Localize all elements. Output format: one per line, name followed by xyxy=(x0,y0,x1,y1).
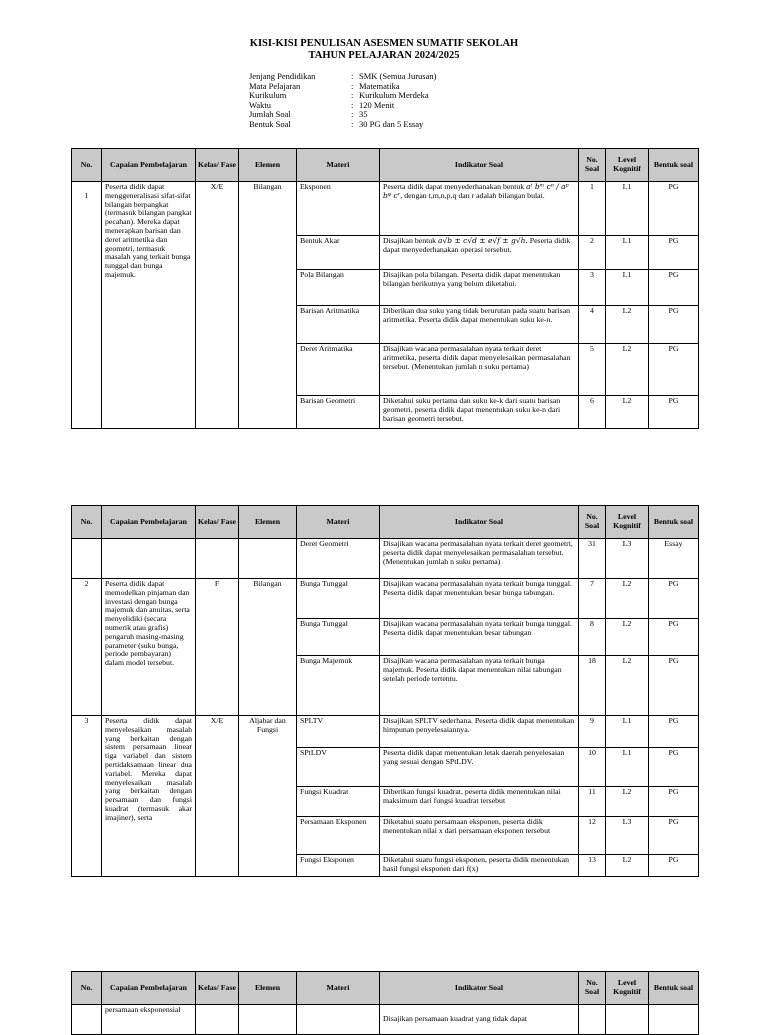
metadata-block xyxy=(249,72,436,129)
cell-level: L3 xyxy=(606,817,649,855)
cell-level: L2 xyxy=(606,306,649,344)
cell-bentuk: Essay xyxy=(649,539,699,579)
cell-no-soal xyxy=(579,1005,606,1035)
cell-indikator: Diberikan fungsi kuadrat, peserta didik menentukan nilai maksimum dari fungsi kuadrat tersebut xyxy=(380,787,579,817)
cell-elemen xyxy=(239,1005,297,1035)
header-bentuk: Bentuk soal xyxy=(649,972,699,1005)
cell-level: L1 xyxy=(606,716,649,748)
cell-level: L1 xyxy=(606,748,649,787)
header-no: No. xyxy=(72,506,102,539)
cell-materi: Deret Aritmatika xyxy=(297,344,380,396)
header-no: No. xyxy=(72,149,102,182)
kisi-table-2 xyxy=(71,505,699,877)
cell-indikator: Diketahui suku pertama dan suku ke-k dari suatu barisan geometri, peserta didik dapat menentukan suku ke-n dari barisan geometri tersebut. xyxy=(380,396,579,429)
cell-no-soal: 18 xyxy=(579,656,606,716)
header-capaian: Capaian Pembelajaran xyxy=(102,149,196,182)
header-kelas: Kelas/ Fase xyxy=(196,149,239,182)
cell-level: L2 xyxy=(606,579,649,619)
cell-materi: Fungsi Eksponen xyxy=(297,855,380,877)
cell-bentuk: PG xyxy=(649,748,699,787)
cell-no-soal: 7 xyxy=(579,579,606,619)
meta-row: Jumlah Soal : 35 xyxy=(249,109,368,119)
cell-indikator: Disajikan wacana permasalahan nyata terkait bunga majemuk. Peserta didik dapat menentukan nilai tabungan setelah periode tertentu. xyxy=(380,656,579,716)
header-materi: Materi xyxy=(297,972,380,1005)
table-row xyxy=(72,716,699,748)
header-no: No. xyxy=(72,972,102,1005)
cell-level: L3 xyxy=(606,539,649,579)
meta-label: Bentuk Soal xyxy=(249,118,291,129)
cell-materi: Barisan Geometri xyxy=(297,396,380,429)
header-indikator: Indikator Soal xyxy=(380,972,579,1005)
table-header-row xyxy=(72,149,699,182)
cell-level xyxy=(606,1005,649,1035)
table-row xyxy=(72,539,699,579)
title-line-2: TAHUN PELAJARAN 2024/2025 xyxy=(308,50,460,61)
cell-materi: Bunga Tunggal xyxy=(297,579,380,619)
cell-bentuk: PG xyxy=(649,716,699,748)
cell-indikator: Disajikan SPLTV sederhana. Peserta didik dapat menentukan himpunan penyelesaiannya. xyxy=(380,716,579,748)
cell-indikator: Disajikan persamaan kuadrat yang tidak dapat xyxy=(380,1005,579,1035)
cell-level: L1 xyxy=(606,182,649,236)
cell-materi: Fungsi Kuadrat xyxy=(297,787,380,817)
header-elemen: Elemen xyxy=(239,506,297,539)
cell-level: L1 xyxy=(606,270,649,306)
cell-bentuk: PG xyxy=(649,306,699,344)
cell-no-soal: 8 xyxy=(579,619,606,656)
cell-no-soal: 1 xyxy=(579,182,606,236)
meta-value: 35 xyxy=(359,109,368,119)
meta-value: 120 Menit xyxy=(359,99,395,110)
header-indikator: Indikator Soal xyxy=(380,506,579,539)
meta-row: Mata Pelajaran : Matematika xyxy=(249,80,400,91)
cell-no: 3 xyxy=(72,716,102,877)
kisi-table-3 xyxy=(71,971,699,1035)
header-elemen: Elemen xyxy=(239,972,297,1005)
cell-indikator: Diketahui suatu fungsi eksponen, peserta didik menentukan hasil fungsi eksponen dari f(x) xyxy=(380,855,579,877)
cell-no-soal: 12 xyxy=(579,817,606,855)
cell-no-soal: 4 xyxy=(579,306,606,344)
cell-kelas xyxy=(196,539,239,579)
cell-indikator: Disajikan pola bilangan. Peserta didik dapat menentukan bilangan berikutnya yang belum diketahui. xyxy=(380,270,579,306)
cell-bentuk: PG xyxy=(649,656,699,716)
cell-capaian: Peserta didik dapat menyelesaikan masalah yang berkaitan dengan sistem persamaan linear tiga variabel dan sistem pertidaksamaan linear dua variabel. Mereka dapat menyelesaikan masalah yang berkaitan dengan persamaan dan fungsi kuadrat (termasuk akar imajiner), serta xyxy=(102,716,196,877)
header-bentuk: Bentuk soal xyxy=(649,149,699,182)
cell-kelas xyxy=(196,1005,239,1035)
header-level: Level Kognitif xyxy=(606,149,649,182)
cell-bentuk: PG xyxy=(649,396,699,429)
header-capaian: Capaian Pembelajaran xyxy=(102,506,196,539)
cell-bentuk: PG xyxy=(649,182,699,236)
cell-no xyxy=(72,539,102,579)
header-no-soal: No. Soal xyxy=(579,506,606,539)
meta-value: 30 PG dan 5 Essay xyxy=(359,118,424,129)
cell-indikator: Peserta didik dapat menentukan letak daerah penyelesaian yang sesuai dengan SPtLDV. xyxy=(380,748,579,787)
cell-level: L1 xyxy=(606,236,649,270)
table-header-row xyxy=(72,506,699,539)
header-materi: Materi xyxy=(297,149,380,182)
header-bentuk: Bentuk soal xyxy=(649,506,699,539)
cell-kelas: F xyxy=(196,579,239,716)
cell-kelas: X/E xyxy=(196,182,239,429)
table-row xyxy=(72,1005,699,1035)
cell-indikator: Diberikan dua suku yang tidak berurutan pada suatu barisan aritmetika. Peserta didik dapat menentukan suku ke-n. xyxy=(380,306,579,344)
kisi-table-1 xyxy=(71,148,699,429)
cell-bentuk: PG xyxy=(649,270,699,306)
cell-capaian: Peserta didik dapat memodelkan pinjaman dan investasi dengan bunga majemuk dan anuitas, serta menyelidiki (secara numerik atau grafis) pengaruh masing-masing parameter (suku bunga, periode pembayaran) dalam model tersebut. xyxy=(102,579,196,716)
cell-no: 1 xyxy=(72,182,102,429)
header-kelas: Kelas/ Fase xyxy=(196,972,239,1005)
cell-materi: Eksponen xyxy=(297,182,380,236)
table-row xyxy=(72,579,699,619)
cell-indikator: Diketahui suatu persamaan eksponen, peserta didik menentukan nilai x dari persamaan eksponen tersebut xyxy=(380,817,579,855)
meta-row: Jenjang Pendidikan : SMK (Semua Jurusan) xyxy=(249,71,437,81)
header-indikator: Indikator Soal xyxy=(380,149,579,182)
cell-materi: Barisan Aritmatika xyxy=(297,306,380,344)
cell-no-soal: 10 xyxy=(579,748,606,787)
cell-indikator: Disajikan wacana permasalahan nyata terkait bunga tunggal. Peserta didik dapat menentukan besar tabungan xyxy=(380,619,579,656)
cell-level: L2 xyxy=(606,619,649,656)
cell-level: L2 xyxy=(606,787,649,817)
cell-bentuk: PG xyxy=(649,855,699,877)
cell-kelas: X/E xyxy=(196,716,239,877)
cell-indikator: Disajikan bentuk a√b ± c√d ± e√f ± g√h. Peserta didik dapat menyederhanakan operasi tersebut. xyxy=(380,236,579,270)
cell-no xyxy=(72,1005,102,1035)
cell-no-soal: 31 xyxy=(579,539,606,579)
meta-value: Kurikulum Merdeka xyxy=(359,90,429,100)
cell-materi: Persamaan Eksponen xyxy=(297,817,380,855)
cell-no-soal: 13 xyxy=(579,855,606,877)
cell-level: L2 xyxy=(606,396,649,429)
cell-no-soal: 5 xyxy=(579,344,606,396)
title-line-1: KISI-KISI PENULISAN ASESMEN SUMATIF SEKOLAH xyxy=(249,38,519,49)
header-level: Level Kognitif xyxy=(606,506,649,539)
cell-no-soal: 6 xyxy=(579,396,606,429)
cell-materi: SPLTV xyxy=(297,716,380,748)
cell-level: L2 xyxy=(606,344,649,396)
cell-materi: SPtLDV xyxy=(297,748,380,787)
cell-capaian: persamaan eksponensial xyxy=(102,1005,196,1035)
cell-bentuk: PG xyxy=(649,787,699,817)
header-kelas: Kelas/ Fase xyxy=(196,506,239,539)
header-materi: Materi xyxy=(297,506,380,539)
cell-no-soal: 9 xyxy=(579,716,606,748)
cell-indikator: Disajikan wacana permasalahan nyata terkait bunga tunggal. Peserta didik dapat menentukan besar bunga tabungan. xyxy=(380,579,579,619)
cell-materi: Deret Geometri xyxy=(297,539,380,579)
cell-bentuk: PG xyxy=(649,344,699,396)
cell-no-soal: 11 xyxy=(579,787,606,817)
header-elemen: Elemen xyxy=(239,149,297,182)
cell-elemen: Bilangan xyxy=(239,579,297,716)
cell-no: 2 xyxy=(72,579,102,716)
meta-label: Jenjang Pendidikan xyxy=(249,71,316,81)
meta-label: Jumlah Soal xyxy=(249,109,291,119)
meta-label: Mata Pelajaran xyxy=(249,80,301,91)
math-expression: aᵗ bᵐ cⁿ / aᵖ bᵠ cʳ xyxy=(383,182,569,200)
cell-elemen: Aljabar dan Fungsi xyxy=(239,716,297,877)
cell-indikator: Peserta didik dapat menyederhanakan bentuk aᵗ bᵐ cⁿ / aᵖ bᵠ cʳ, dengan t,m,n,p,q dan r adalah bilangan bulat. xyxy=(380,182,579,236)
cell-elemen: Bilangan xyxy=(239,182,297,429)
cell-bentuk: PG xyxy=(649,619,699,656)
cell-bentuk: PG xyxy=(649,236,699,270)
cell-level: L2 xyxy=(606,855,649,877)
meta-value: SMK (Semua Jurusan) xyxy=(359,71,437,81)
math-expression: a√b ± c√d ± e√f ± g√h. xyxy=(438,236,528,245)
header-no-soal: No. Soal xyxy=(579,149,606,182)
cell-indikator: Disajikan wacana permasalahan nyata terkait deret aritmetika, peserta didik dapat menyelesaikan permasalahan tersebut. (Menentukan jumlah n suku pertama) xyxy=(380,344,579,396)
header-capaian: Capaian Pembelajaran xyxy=(102,972,196,1005)
cell-materi: Pola Bilangan xyxy=(297,270,380,306)
header-level: Level Kognitif xyxy=(606,972,649,1005)
meta-value: Matematika xyxy=(359,80,400,91)
header-no-soal: No. Soal xyxy=(579,972,606,1005)
cell-materi: Bunga Majemuk xyxy=(297,656,380,716)
meta-row: Kurikulum : Kurikulum Merdeka xyxy=(249,90,429,100)
table-row xyxy=(72,182,699,236)
cell-materi: Bentuk Akar xyxy=(297,236,380,270)
cell-no-soal: 3 xyxy=(579,270,606,306)
cell-bentuk xyxy=(649,1005,699,1035)
table-header-row xyxy=(72,972,699,1005)
meta-label: Kurikulum xyxy=(249,90,287,100)
meta-label: Waktu xyxy=(249,99,271,110)
meta-row: Waktu : 120 Menit xyxy=(249,99,395,110)
cell-bentuk: PG xyxy=(649,817,699,855)
cell-capaian: Peserta didik dapat menggeneralisasi sifat-sifat bilangan berpangkat (termasuk bilangan pangkat pecahan). Mereka dapat menerapkan barisan dan deret aritmetika dan geometri, termasuk masalah yang terkait bunga tunggal dan bunga majemuk. xyxy=(102,182,196,429)
document-title xyxy=(0,38,768,62)
meta-row: Bentuk Soal : 30 PG dan 5 Essay xyxy=(249,118,424,129)
cell-elemen xyxy=(239,539,297,579)
cell-materi xyxy=(297,1005,380,1035)
cell-materi: Bunga Tunggal xyxy=(297,619,380,656)
cell-level: L2 xyxy=(606,656,649,716)
cell-capaian xyxy=(102,539,196,579)
cell-no-soal: 2 xyxy=(579,236,606,270)
cell-bentuk: PG xyxy=(649,579,699,619)
cell-indikator: Disajikan wacana permasalahan nyata terkait deret geometri, peserta didik dapat menyelesaikan permasalahan tersebut. (Menentukan jumlah n suku pertama) xyxy=(380,539,579,579)
